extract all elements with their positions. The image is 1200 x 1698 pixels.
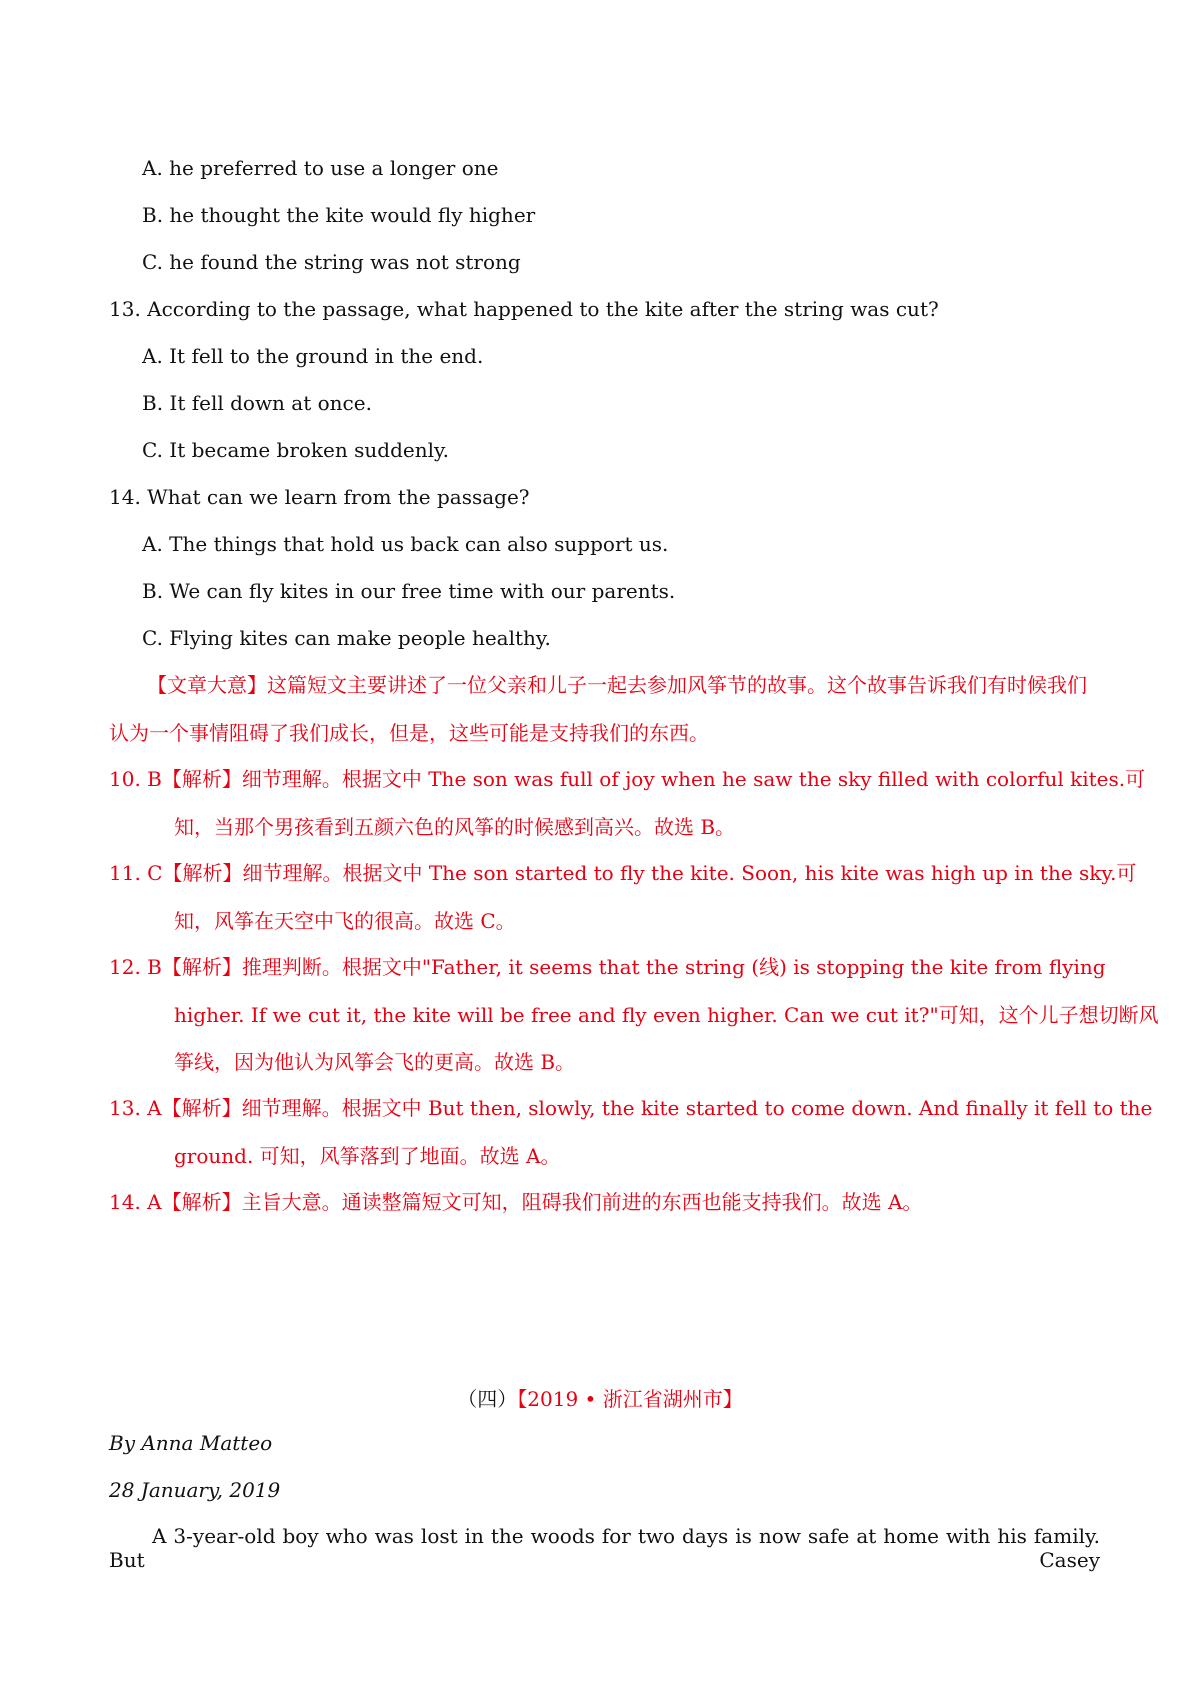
section-source-tag: 【2019 • 浙江省湖州市】 <box>517 1387 743 1411</box>
answer-14: 14. A【解析】主旨大意。通读整篇短文可知，阻碍我们前进的东西也能支持我们。故选 A。 <box>109 1190 923 1214</box>
q12-option-a: A. he preferred to use a longer one <box>142 156 499 180</box>
answer-11: 11. C【解析】细节理解。根据文中 The son started to fly the kite. Soon, his kite was high up in the sky.可知，风筝在天空中飞的很高。故选 C。 <box>109 861 1137 933</box>
q12-option-b: B. he thought the kite would fly higher <box>142 203 536 227</box>
answer-13: 13. A【解析】细节理解。根据文中 But then, slowly, the kite started to come down. And finally it fell to the ground. 可知，风筝落到了地面。故选 A。 <box>109 1096 1153 1168</box>
answer-12: 12. B【解析】推理判断。根据文中"Father, it seems that the string (线) is stopping the kite from flying higher. If we cut it, the kite will be free and fly even higher. Can we cut it?"可知，这个儿子想切断风筝线，因为他认为风筝会飞的更高。故选 B。 <box>109 955 1159 1074</box>
summary-paragraph: 【文章大意】这篇短文主要讲述了一位父亲和儿子一起去参加风筝节的故事。这个故事告诉我们有时候我们认为一个事情阻碍了我们成长，但是，这些可能是支持我们的东西。 <box>109 673 1087 745</box>
byline: By Anna Matteo <box>109 1431 273 1455</box>
q13-option-c: C. It became broken suddenly. <box>142 438 449 462</box>
q14-option-a: A. The things that hold us back can also support us. <box>142 532 669 556</box>
q13-option-a: A. It fell to the ground in the end. <box>142 344 484 368</box>
passage-first-line: A 3-year-old boy who was lost in the woods for two days is now safe at home with his family. But Casey <box>109 1524 1100 1572</box>
answer-10: 10. B【解析】细节理解。根据文中 The son was full of joy when he saw the sky filled with colorful kites.可知，当那个男孩看到五颜六色的风筝的时候感到高兴。故选 B。 <box>109 767 1146 839</box>
q14-stem: 14. What can we learn from the passage? <box>109 485 530 509</box>
q13-option-b: B. It fell down at once. <box>142 391 372 415</box>
section-title <box>0 1383 1200 1412</box>
section-prefix: （四） <box>457 1387 518 1411</box>
date-line: 28 January, 2019 <box>109 1478 281 1502</box>
q13-stem: 13. According to the passage, what happened to the kite after the string was cut? <box>109 297 939 321</box>
q12-option-c: C. he found the string was not strong <box>142 250 521 274</box>
q14-option-c: C. Flying kites can make people healthy. <box>142 626 551 650</box>
q14-option-b: B. We can fly kites in our free time with our parents. <box>142 579 676 603</box>
